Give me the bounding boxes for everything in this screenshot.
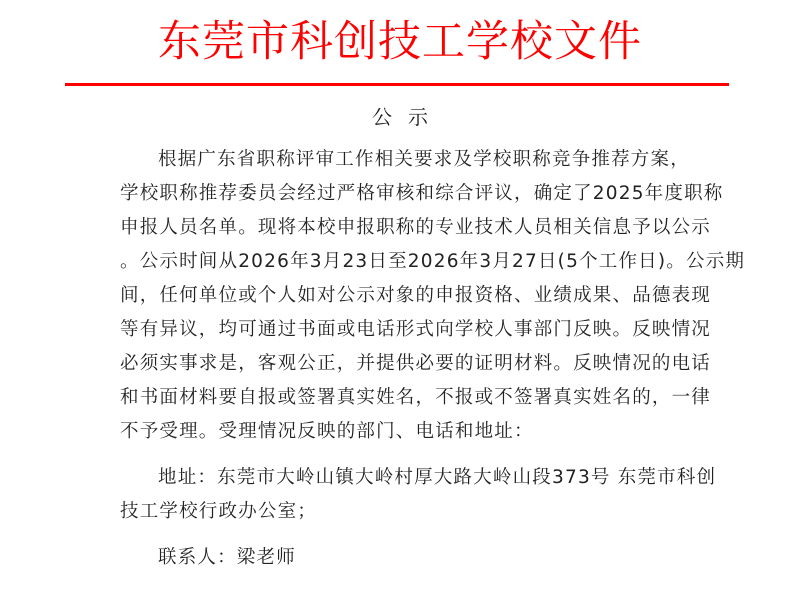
address-line: 技工学校行政办公室； [120, 501, 318, 522]
paragraph-gap [120, 449, 668, 461]
body-line: 学校职称推荐委员会经过严格审核和综合评议，确定了2025年度职称 [120, 183, 724, 204]
address-line: 地址：东莞市大岭山镇大岭村厚大路大岭山段373号 东莞市科创 [158, 467, 717, 488]
document-header-title: 东莞市科创技工学校文件 [158, 17, 642, 67]
body-line: 间，任何单位或个人如对公示对象的申报资格、业绩成果、品德表现 [120, 285, 712, 306]
body-line: 。公示时间从2026年3月23日至2026年3月27日(5个工作日)。公示期 [120, 251, 746, 272]
body-line: 不予受理。受理情况反映的部门、电话和地址： [120, 421, 534, 442]
body-line: 和书面材料要自报或签署真实姓名，不报或不签署真实姓名的，一律 [120, 387, 712, 408]
body-line: 根据广东省职称评审工作相关要求及学校职称竞争推荐方案， [158, 149, 690, 170]
paragraph-gap [120, 529, 668, 541]
notice-body [120, 143, 746, 575]
body-line: 必须实事求是，客观公正，并提供必要的证明材料。反映情况的电话 [120, 353, 712, 374]
header-red-rule [65, 83, 729, 86]
body-line: 等有异议，均可通过书面或电话形式向学校人事部门反映。反映情况 [120, 319, 712, 340]
body-line: 申报人员名单。现将本校申报职称的专业技术人员相关信息予以公示 [120, 217, 712, 238]
contact-line: 联系人：梁老师 [158, 547, 296, 568]
notice-title: 公示 [372, 105, 444, 129]
